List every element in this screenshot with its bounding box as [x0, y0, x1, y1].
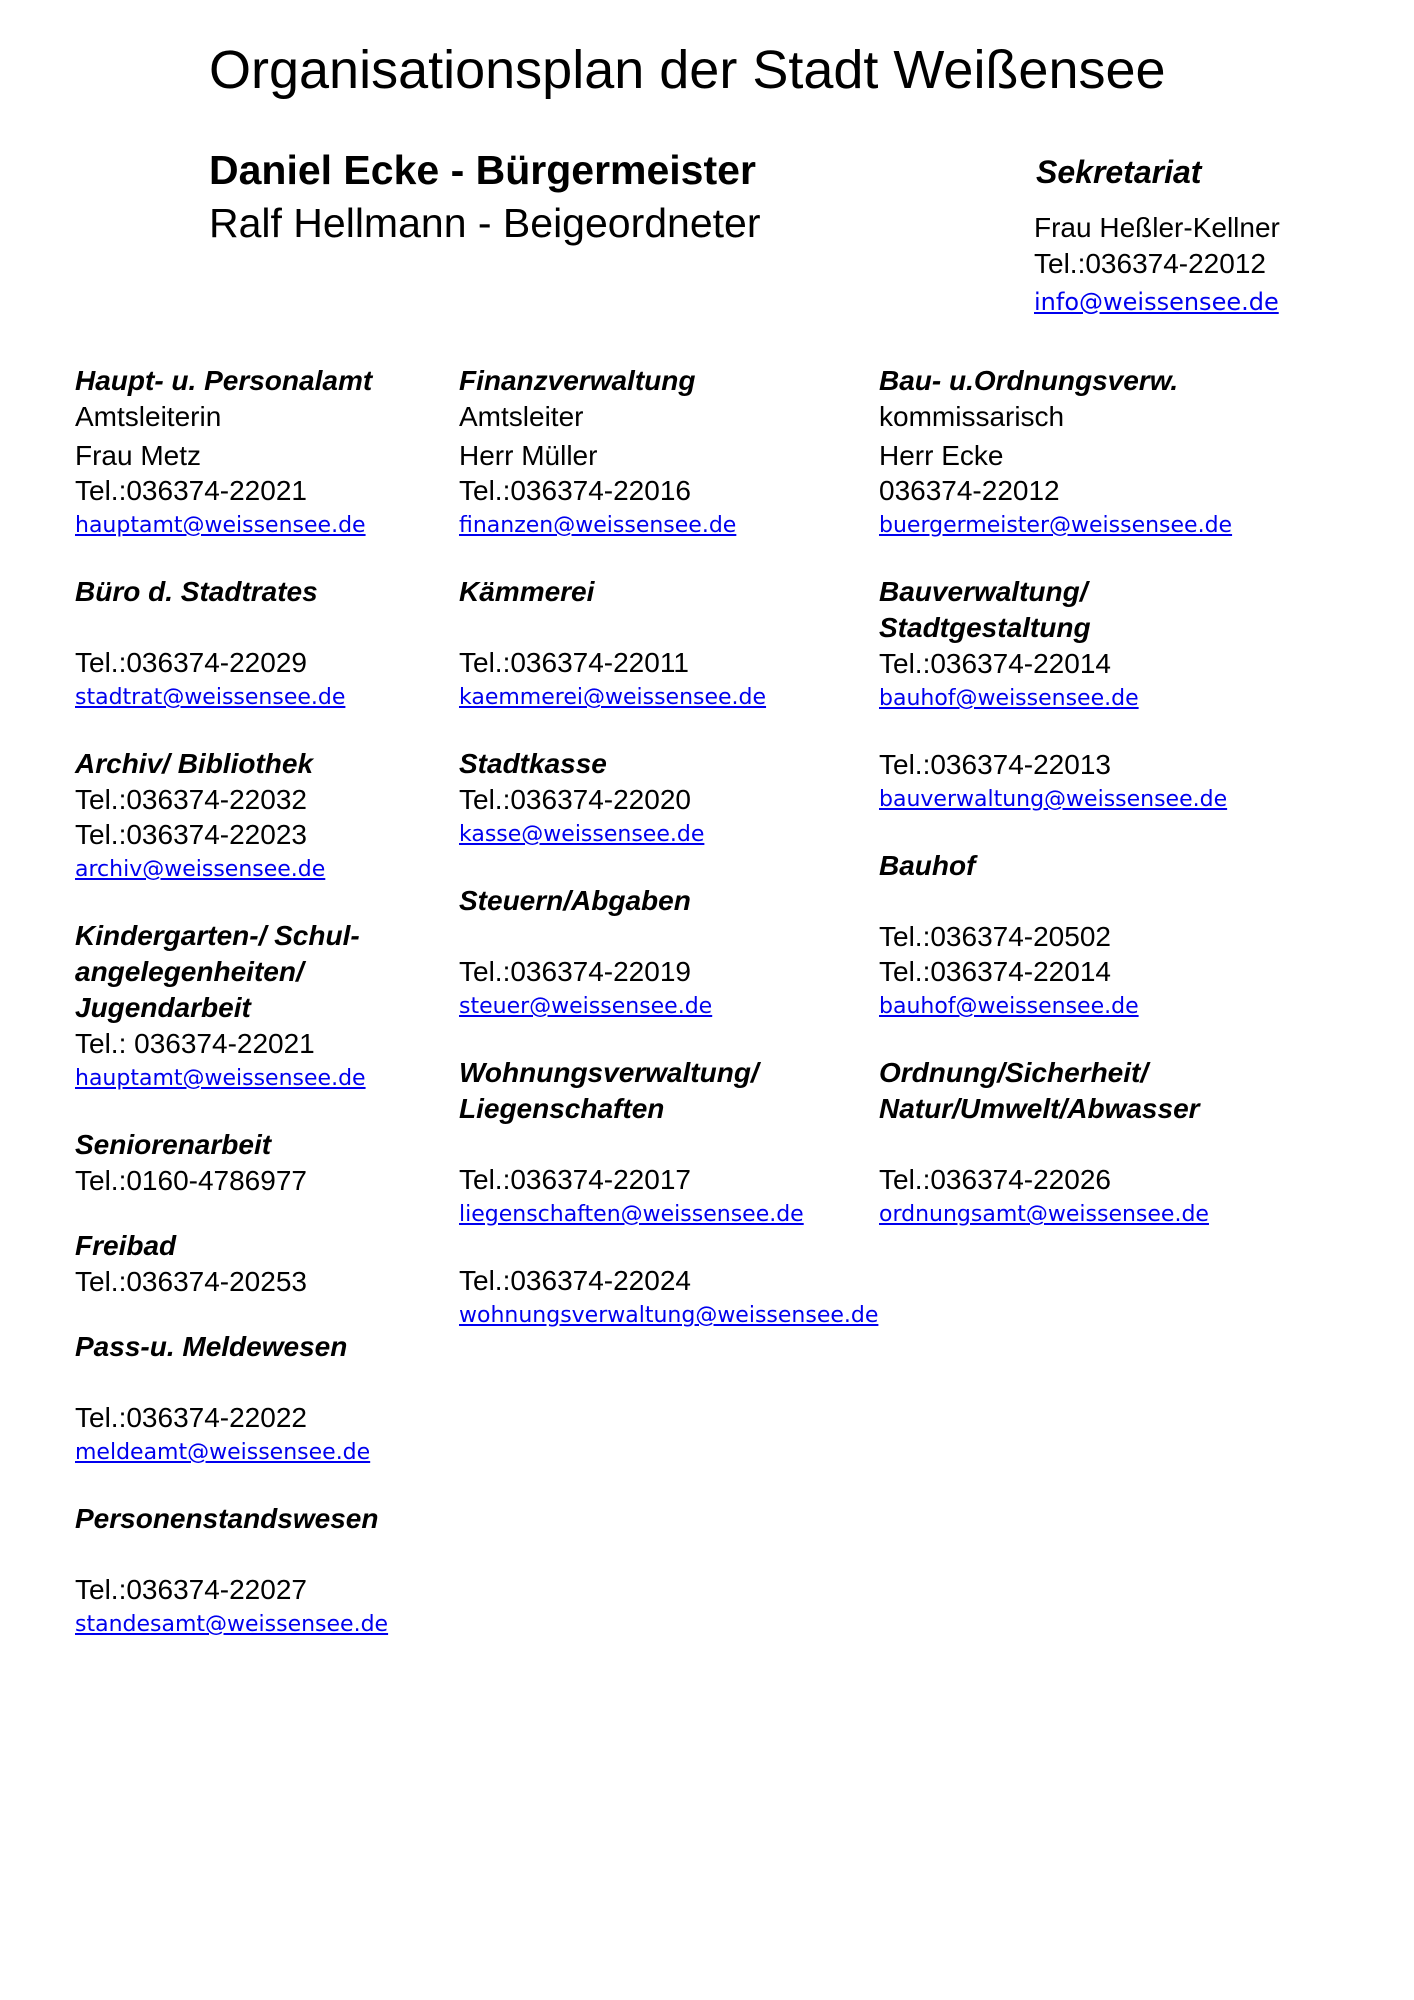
phone-number: Tel.:0160-4786977: [75, 1165, 307, 1196]
department-buero-d-stadtrates: [75, 574, 455, 716]
department-heading: Steuern/Abgaben: [459, 885, 691, 916]
department-bauhof: [879, 848, 1299, 1025]
department-heading: Bauhof: [879, 850, 976, 881]
phone-number: Tel.:036374-22021: [75, 475, 307, 506]
phone-number: Tel.:036374-22011: [459, 647, 689, 678]
email-link[interactable]: steuer@weissensee.de: [459, 994, 713, 1019]
email-link[interactable]: standesamt@weissensee.de: [75, 1612, 389, 1637]
phone-number: Tel.:036374-22022: [75, 1402, 307, 1433]
phone-number: Tel.:036374-22020: [459, 784, 691, 815]
email-link[interactable]: kasse@weissensee.de: [459, 822, 705, 847]
phone-number: Tel.:036374-22013: [879, 749, 1111, 780]
department-heading: angelegenheiten/: [75, 956, 304, 987]
department-heading: Jugendarbeit: [75, 992, 251, 1023]
phone-number: Tel.:036374-22016: [459, 475, 691, 506]
email-link[interactable]: meldeamt@weissensee.de: [75, 1440, 371, 1465]
department-role: kommissarisch: [879, 401, 1065, 432]
column-left: [75, 363, 455, 1673]
department-pass-u-meldewesen: [75, 1329, 455, 1471]
department-freibad: [75, 1228, 455, 1299]
department-heading: Wohnungsverwaltung/: [459, 1057, 759, 1088]
department-contact: [879, 747, 1299, 818]
department-heading: Ordnung/Sicherheit/: [879, 1057, 1149, 1088]
deputy-name: Ralf Hellmann - Beigeordneter: [209, 200, 761, 246]
mayor-name: Daniel Ecke - Bürgermeister: [209, 147, 756, 193]
email-link[interactable]: archiv@weissensee.de: [75, 857, 326, 882]
department-heading: Bauverwaltung/: [879, 576, 1088, 607]
department-role: Amtsleiter: [459, 401, 584, 432]
phone-number: Tel.:036374-22024: [459, 1265, 691, 1296]
department-haupt-u-personalamt: [75, 363, 455, 544]
phone-number: Tel.:036374-22017: [459, 1164, 691, 1195]
email-link[interactable]: finanzen@weissensee.de: [459, 513, 737, 538]
department-heading: Freibad: [75, 1230, 177, 1261]
secretariat-phone: Tel.:036374-22012: [1034, 248, 1266, 279]
secretariat-name: Frau Heßler-Kellner: [1034, 212, 1280, 243]
department-contact: [459, 1263, 879, 1334]
department-heading: Natur/Umwelt/Abwasser: [879, 1093, 1200, 1124]
department-head-name: Herr Müller: [459, 440, 598, 471]
department-finanzverwaltung: [459, 363, 879, 544]
phone-number: 036374-22012: [879, 475, 1060, 506]
department-heading: Liegenschaften: [459, 1093, 665, 1124]
column-middle: [459, 363, 879, 1364]
department-heading: Haupt- u. Personalamt: [75, 365, 373, 396]
email-link[interactable]: ordnungsamt@weissensee.de: [879, 1202, 1209, 1227]
department-heading: Archiv/ Bibliothek: [75, 748, 314, 779]
department-role: Amtsleiterin: [75, 401, 222, 432]
department-personenstandswesen: [75, 1501, 455, 1643]
phone-number: Tel.: 036374-22021: [75, 1028, 315, 1059]
department-heading: Büro d. Stadtrates: [75, 576, 318, 607]
department-heading: Stadtkasse: [459, 748, 607, 779]
secretariat-heading: Sekretariat: [1036, 154, 1202, 190]
department-seniorenarbeit: [75, 1127, 455, 1198]
phone-number: Tel.:036374-22027: [75, 1574, 307, 1605]
department-head-name: Herr Ecke: [879, 440, 1004, 471]
email-link[interactable]: stadtrat@weissensee.de: [75, 685, 346, 710]
phone-number: Tel.:036374-22029: [75, 647, 307, 678]
email-link[interactable]: liegenschaften@weissensee.de: [459, 1202, 804, 1227]
email-link[interactable]: wohnungsverwaltung@weissensee.de: [459, 1303, 879, 1328]
phone-number: Tel.:036374-22019: [459, 956, 691, 987]
email-link[interactable]: hauptamt@weissensee.de: [75, 1066, 366, 1091]
email-link[interactable]: bauhof@weissensee.de: [879, 686, 1139, 711]
department-heading: Personenstandswesen: [75, 1503, 379, 1534]
department-bauverwaltung: [879, 574, 1299, 717]
department-heading: Finanzverwaltung: [459, 365, 696, 396]
phone-number: Tel.:036374-22014: [879, 648, 1111, 679]
email-link[interactable]: hauptamt@weissensee.de: [75, 513, 366, 538]
email-link[interactable]: bauverwaltung@weissensee.de: [879, 787, 1228, 812]
department-heading: Kindergarten-/ Schul-: [75, 920, 360, 951]
phone-number: Tel.:036374-22014: [879, 956, 1111, 987]
department-wohnungsverwaltung: [459, 1055, 879, 1233]
department-kaemmerei: [459, 574, 879, 716]
phone-number: Tel.:036374-22026: [879, 1164, 1111, 1195]
department-head-name: Frau Metz: [75, 440, 202, 471]
phone-number: Tel.:036374-20253: [75, 1266, 307, 1297]
email-link[interactable]: bauhof@weissensee.de: [879, 994, 1139, 1019]
department-heading: Kämmerei: [459, 576, 595, 607]
email-link[interactable]: buergermeister@weissensee.de: [879, 513, 1233, 538]
department-bau-u-ordnungsverw: [879, 363, 1299, 544]
department-heading: Seniorenarbeit: [75, 1129, 272, 1160]
department-kindergarten-schul: [75, 918, 455, 1097]
department-steuern-abgaben: [459, 883, 879, 1025]
department-ordnung-sicherheit: [879, 1055, 1299, 1233]
department-heading: Stadtgestaltung: [879, 612, 1091, 643]
department-heading: Bau- u.Ordnungsverw.: [879, 365, 1179, 396]
email-link[interactable]: kaemmerei@weissensee.de: [459, 685, 767, 710]
phone-number: Tel.:036374-22032: [75, 784, 307, 815]
column-right: [879, 363, 1299, 1263]
department-stadtkasse: [459, 746, 879, 853]
department-archiv-bibliothek: [75, 746, 455, 888]
page-title: Organisationsplan der Stadt Weißensee: [209, 40, 1166, 100]
phone-number: Tel.:036374-22023: [75, 819, 307, 850]
department-heading: Pass-u. Meldewesen: [75, 1331, 348, 1362]
secretariat-email-link[interactable]: info@weissensee.de: [1034, 288, 1279, 316]
phone-number: Tel.:036374-20502: [879, 921, 1111, 952]
